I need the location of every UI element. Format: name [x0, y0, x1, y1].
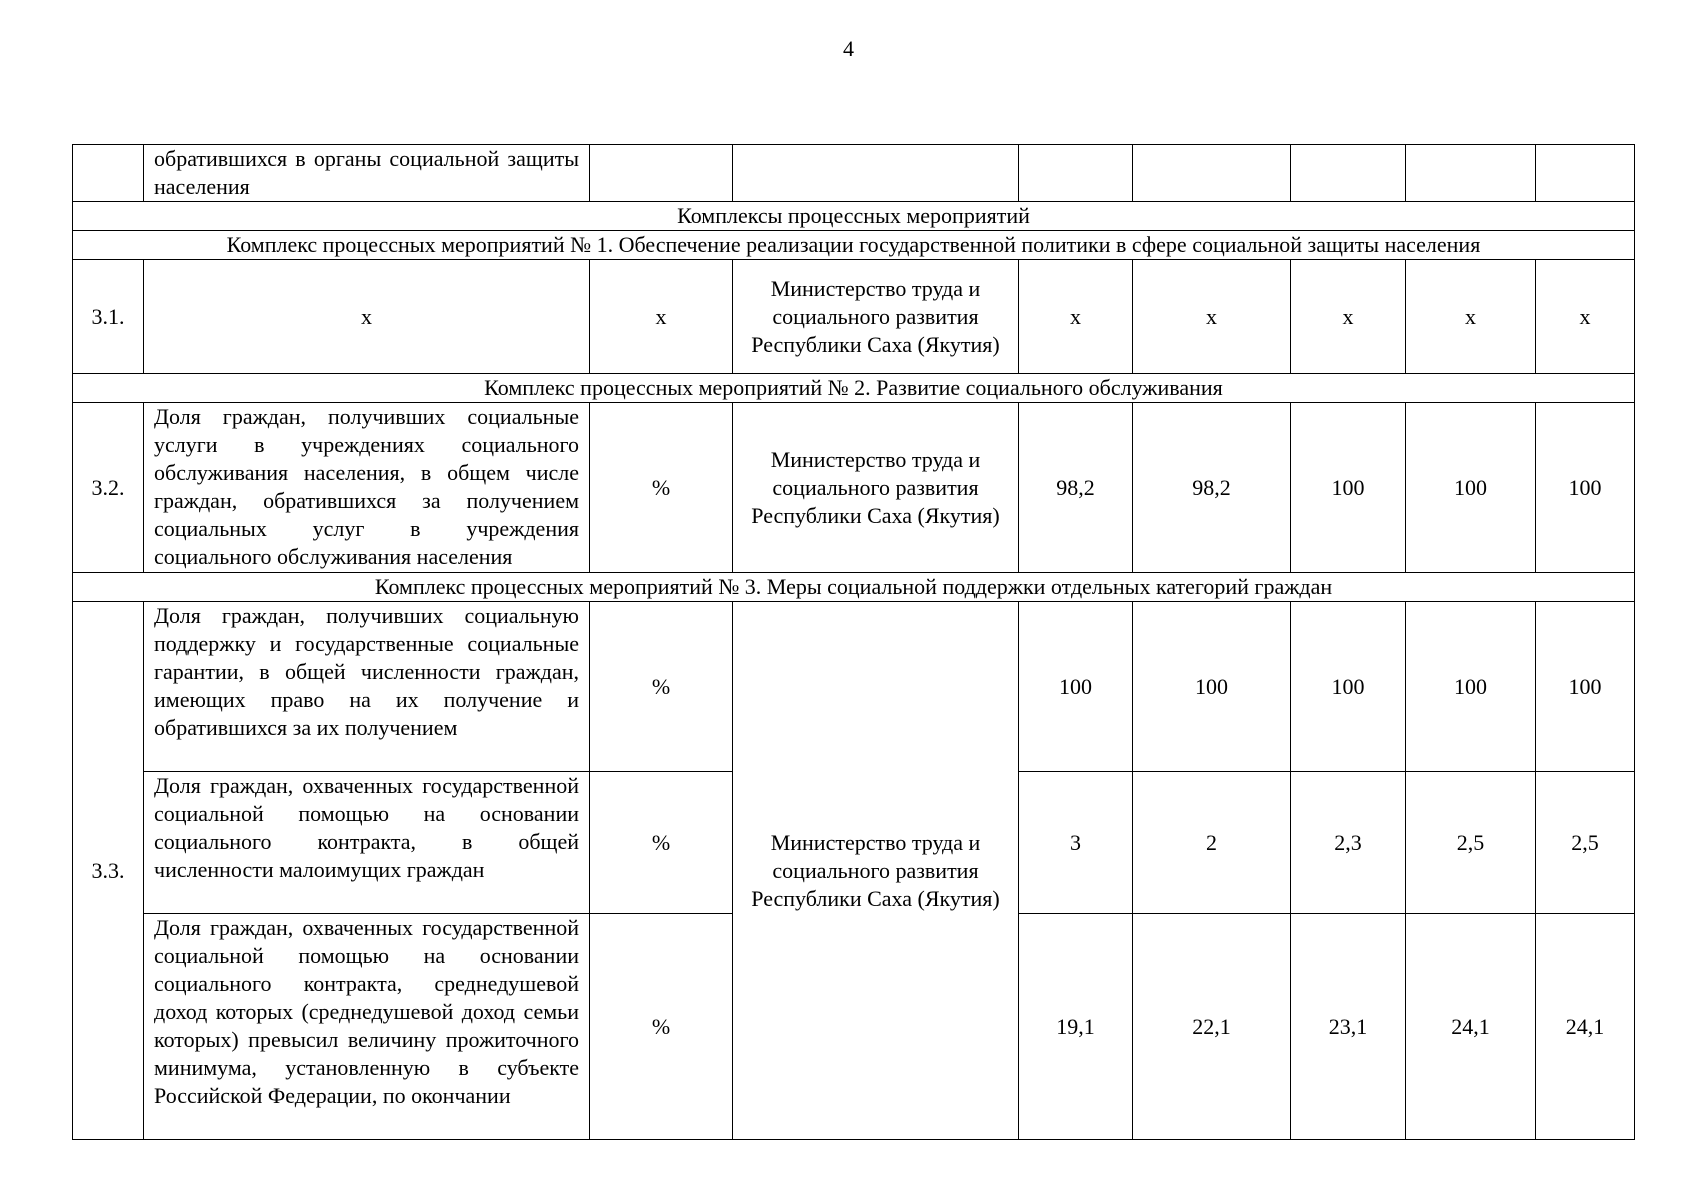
cell-value: 100: [1406, 602, 1536, 772]
cell-responsible: [733, 145, 1019, 202]
complex-title: Комплекс процессных мероприятий № 1. Обеспечение реализации государственной политики в сфере социальной защиты населения: [73, 231, 1635, 260]
cell-responsible: Министерство труда и социального развития Республики Саха (Якутия): [733, 602, 1019, 1140]
cell-indicator: обратившихся в органы социальной защиты населения: [144, 145, 590, 202]
cell-value: 100: [1406, 403, 1536, 573]
table-row: [73, 602, 1635, 772]
cell-value: [1536, 145, 1635, 202]
indicators-table: [72, 144, 1635, 1140]
complex-title: Комплекс процессных мероприятий № 2. Развитие социального обслуживания: [73, 374, 1635, 403]
cell-value: x: [1536, 260, 1635, 374]
cell-value: 24,1: [1406, 914, 1536, 1140]
cell-value: 100: [1536, 602, 1635, 772]
cell-value: 100: [1019, 602, 1133, 772]
cell-value: [1406, 145, 1536, 202]
cell-value: 2,3: [1291, 772, 1406, 914]
cell-value: 100: [1291, 602, 1406, 772]
cell-num: [73, 145, 144, 202]
cell-value: 100: [1291, 403, 1406, 573]
cell-indicator: Доля граждан, получивших социальную поддержку и государственные социальные гарантии, в общей численности граждан, имеющих право на их получение и обратившихся за их получением: [144, 602, 590, 772]
cell-unit: %: [590, 914, 733, 1140]
complex-title-row: [73, 374, 1635, 403]
cell-responsible: Министерство труда и социального развития Республики Саха (Якутия): [733, 260, 1019, 374]
cell-value: 100: [1536, 403, 1635, 573]
cell-value: 98,2: [1019, 403, 1133, 573]
cell-indicator: Доля граждан, охваченных государственной социальной помощью на основании социального контракта, среднедушевой доход которых (среднедушевой доход семьи которых) превысил величину прожиточного минимума, установленную в субъекте Российской Федерации, по окончании: [144, 914, 590, 1140]
table-row: [73, 260, 1635, 374]
cell-num: 3.3.: [73, 602, 144, 1140]
cell-value: 2,5: [1536, 772, 1635, 914]
section-header-row: [73, 202, 1635, 231]
cell-value: x: [1291, 260, 1406, 374]
table-row: [73, 403, 1635, 573]
cell-unit: %: [590, 403, 733, 573]
cell-num: 3.2.: [73, 403, 144, 573]
cell-value: 98,2: [1133, 403, 1291, 573]
cell-value: 100: [1133, 602, 1291, 772]
cell-value: 24,1: [1536, 914, 1635, 1140]
cell-indicator: x: [144, 260, 590, 374]
cell-value: x: [1406, 260, 1536, 374]
complex-title-row: [73, 231, 1635, 260]
complex-title: Комплекс процессных мероприятий № 3. Меры социальной поддержки отдельных категорий граждан: [73, 573, 1635, 602]
cell-value: 3: [1019, 772, 1133, 914]
cell-value: x: [1019, 260, 1133, 374]
cell-unit: x: [590, 260, 733, 374]
cell-value: 2: [1133, 772, 1291, 914]
cell-responsible: Министерство труда и социального развития Республики Саха (Якутия): [733, 403, 1019, 573]
section-header: Комплексы процессных мероприятий: [73, 202, 1635, 231]
cell-num: 3.1.: [73, 260, 144, 374]
cell-indicator: Доля граждан, охваченных государственной социальной помощью на основании социального контракта, в общей численности малоимущих граждан: [144, 772, 590, 914]
cell-unit: [590, 145, 733, 202]
cell-unit: %: [590, 772, 733, 914]
cell-unit: %: [590, 602, 733, 772]
cell-value: [1133, 145, 1291, 202]
cell-value: 22,1: [1133, 914, 1291, 1140]
cell-value: [1019, 145, 1133, 202]
complex-title-row: [73, 573, 1635, 602]
cell-value: x: [1133, 260, 1291, 374]
cell-value: [1291, 145, 1406, 202]
cell-value: 23,1: [1291, 914, 1406, 1140]
table-row-continuation: [73, 145, 1635, 202]
cell-value: 2,5: [1406, 772, 1536, 914]
cell-value: 19,1: [1019, 914, 1133, 1140]
cell-indicator: Доля граждан, получивших социальные услуги в учреждениях социального обслуживания населения, в общем числе граждан, обратившихся за получением социальных услуг в учреждения социального обслуживания населения: [144, 403, 590, 573]
page-number: 4: [843, 36, 854, 61]
